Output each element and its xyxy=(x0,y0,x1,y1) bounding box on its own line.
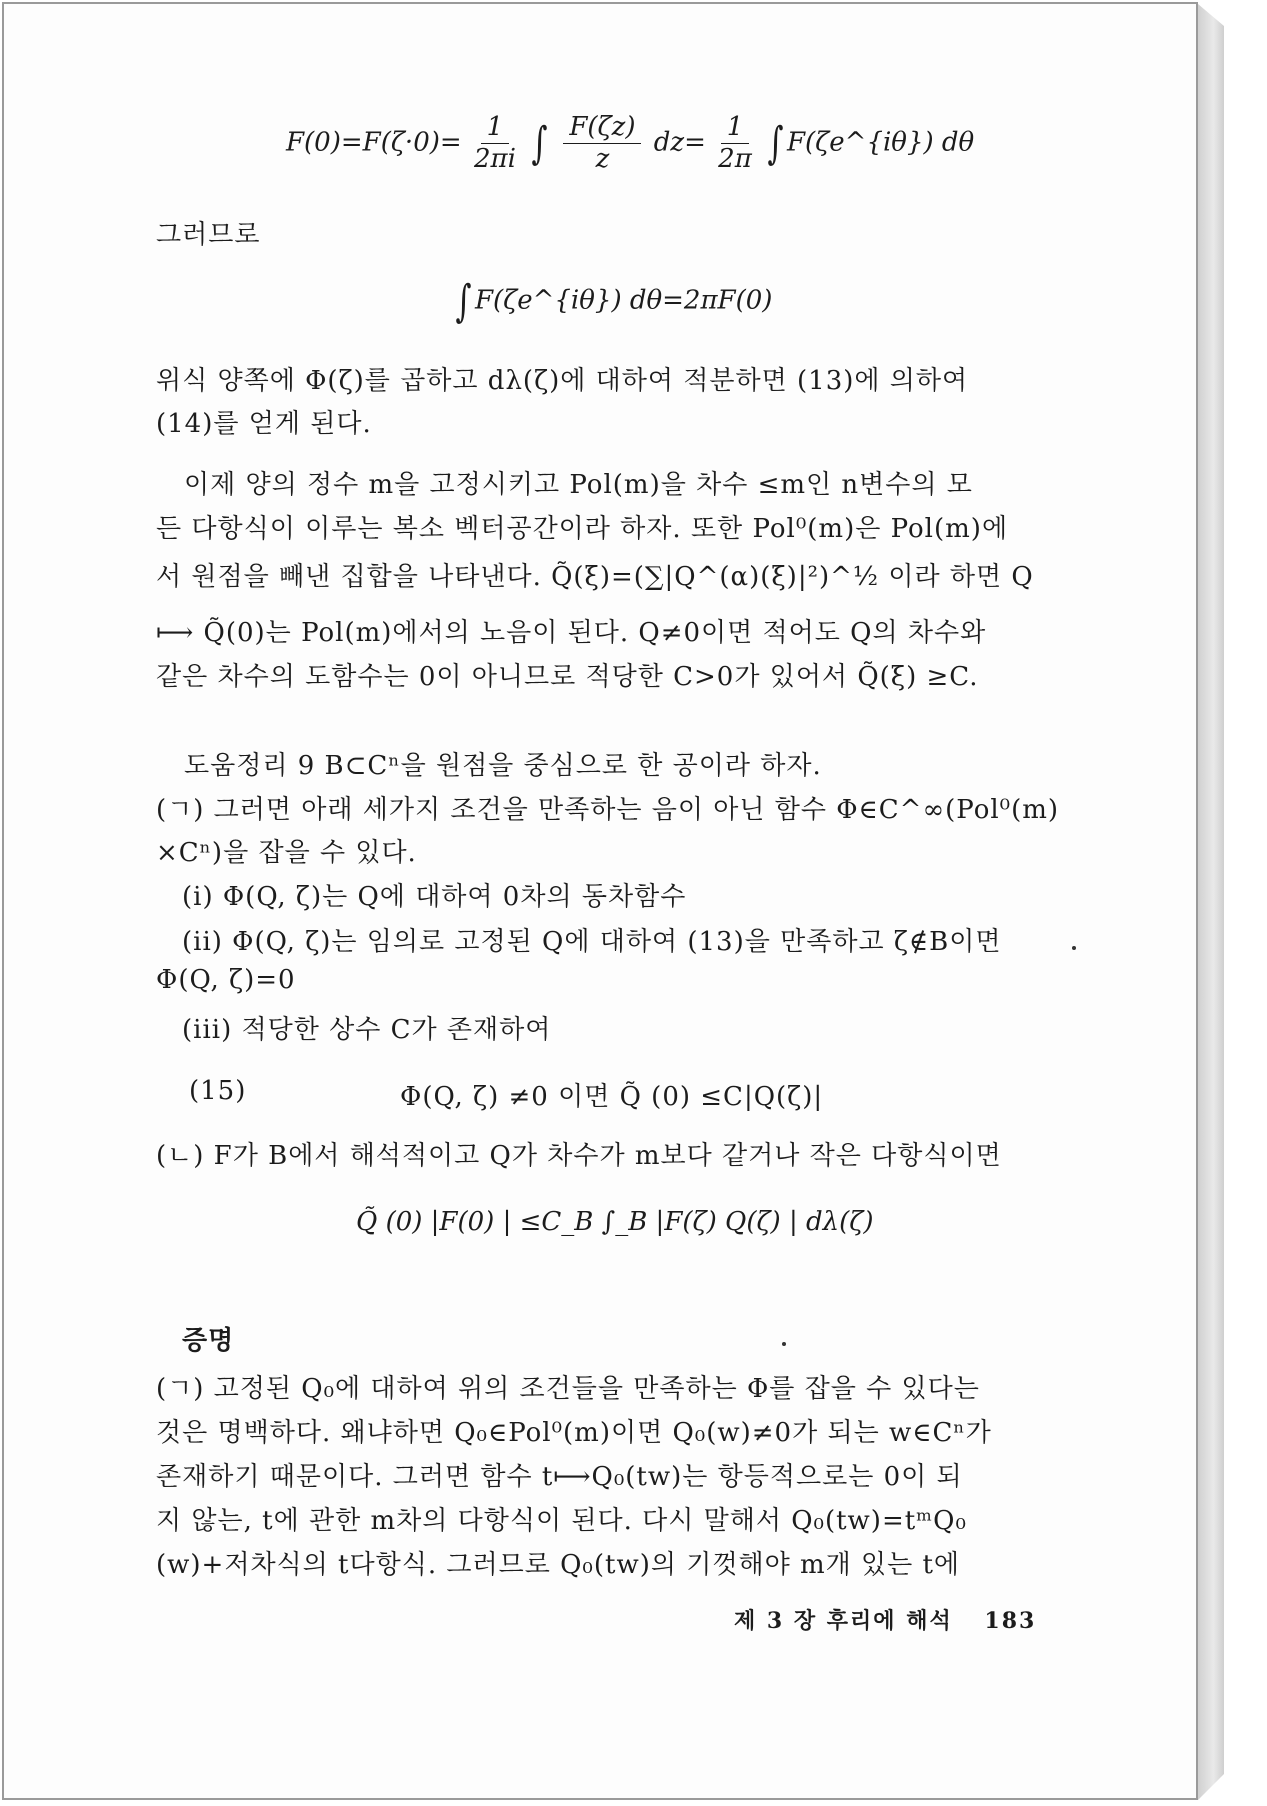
text-line: Φ(Q, ζ)=0 xyxy=(156,965,296,995)
text-line: 같은 차수의 도함수는 0이 아니므로 적당한 C>0가 있어서 Q̃(ξ) ≥C. xyxy=(156,662,979,692)
text-line: 존재하기 때문이다. 그러면 함수 t⟼Q₀(tw)는 항등적으로는 0이 되 xyxy=(156,1462,963,1492)
condition-item: (iii) 적당한 상수 C가 존재하여 xyxy=(182,1015,552,1045)
integral-sign: ∫ xyxy=(455,276,472,327)
text-line: 지 않는, t에 관한 m차의 다항식이 된다. 다시 말해서 Q₀(tw)=tᵐQ₀ xyxy=(156,1506,967,1536)
page-edge-shadow xyxy=(1198,4,1224,1800)
eq1-mid: dz= xyxy=(653,127,706,158)
eq1-frac2-den: z xyxy=(595,144,610,175)
eq1-frac3-num: 1 xyxy=(721,112,750,144)
running-footer xyxy=(734,1604,1036,1635)
equation-label: (15) xyxy=(189,1076,247,1106)
text-line: 든 다항식이 이루는 복소 벡터공간이라 하자. 또한 Pol⁰(m)은 Pol(m)에 xyxy=(156,514,1009,544)
eq1-frac3-den: 2π xyxy=(718,144,752,175)
text-line: (w)+저차식의 t다항식. 그러므로 Q₀(tw)의 기껏해야 m개 있는 t에 xyxy=(156,1550,961,1580)
text-line: 서 원점을 빼낸 집합을 나타낸다. Q̃(ξ)=(∑|Q^(α)(ξ)|²)^½ 이라 하면 Q xyxy=(156,562,1034,592)
equation-15: Φ(Q, ζ) ≠0 이면 Q̃ (0) ≤C|Q(ζ)| xyxy=(400,1082,824,1112)
text-line: 것은 명백하다. 왜냐하면 Q₀∈Pol⁰(m)이면 Q₀(w)≠0가 되는 w∈Cⁿ가 xyxy=(156,1418,992,1448)
eq1-frac1-den: 2πi xyxy=(473,144,516,175)
eq1-right: F(ζe^{iθ}) dθ xyxy=(787,127,975,158)
integral-sign: ∫ xyxy=(767,118,784,170)
scan-speck xyxy=(1072,946,1076,950)
equation-integral xyxy=(452,276,772,327)
text-line: ⟼ Q̃(0)는 Pol(m)에서의 노음이 된다. Q≠0이면 적어도 Q의 차수와 xyxy=(156,618,987,648)
lemma-heading: 도움정리 9 B⊂Cⁿ을 원점을 중심으로 한 공이라 하자. xyxy=(184,751,822,781)
text-line: 그러므로 xyxy=(156,220,261,250)
eq1-frac3 xyxy=(718,112,752,175)
condition-item: (i) Φ(Q, ζ)는 Q에 대하여 0차의 동차함수 xyxy=(182,882,687,912)
text-line: (ㄱ) 고정된 Q₀에 대하여 위의 조건들을 만족하는 Φ를 잡을 수 있다는 xyxy=(156,1374,980,1404)
eq1-frac1-num: 1 xyxy=(481,112,510,144)
text-line: (14)를 얻게 된다. xyxy=(156,409,372,439)
text-line: 이제 양의 정수 m을 고정시키고 Pol(m)을 차수 ≤m인 n변수의 모 xyxy=(184,470,973,500)
equation-cauchy xyxy=(286,112,974,175)
eq1-frac2 xyxy=(563,112,641,175)
equation-estimate: Q̃ (0) |F(0) | ≤C_B ∫_B |F(ζ) Q(ζ) | dλ(ζ) xyxy=(356,1207,874,1237)
text-line: (ㄱ) 그러면 아래 세가지 조건을 만족하는 음이 아닌 함수 Φ∈C^∞(Pol⁰(m) xyxy=(156,795,1060,825)
scan-speck xyxy=(782,1342,786,1346)
condition-item: (ii) Φ(Q, ζ)는 임의로 고정된 Q에 대하여 (13)을 만족하고 ζ∉B이면 xyxy=(182,927,1002,957)
chapter-title: 제 3 장 후리에 해석 xyxy=(734,1608,953,1634)
text-line: (ㄴ) F가 B에서 해석적이고 Q가 차수가 m보다 같거나 작은 다항식이면 xyxy=(156,1141,1002,1171)
text-line: ×Cⁿ)을 잡을 수 있다. xyxy=(156,838,417,868)
text-line: 위식 양쪽에 Φ(ζ)를 곱하고 dλ(ζ)에 대하여 적분하면 (13)에 의하여 xyxy=(156,366,969,396)
eq2-body: F(ζe^{iθ}) dθ=2πF(0) xyxy=(474,285,773,316)
page-number: 183 xyxy=(984,1608,1037,1634)
eq1-frac2-num: F(ζz) xyxy=(563,112,641,144)
eq1-left: F(0)=F(ζ·0)= xyxy=(286,127,462,158)
integral-sign: ∫ xyxy=(531,118,548,170)
eq1-frac1 xyxy=(474,112,516,175)
book-page xyxy=(2,2,1198,1800)
proof-heading: 증명 xyxy=(182,1326,235,1356)
